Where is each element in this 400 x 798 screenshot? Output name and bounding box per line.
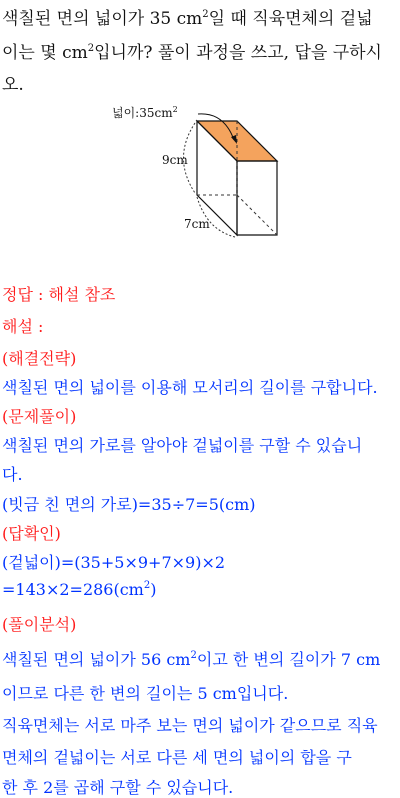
strategy-text: 색칠된 면의 넓이를 이용해 모서리의 길이를 구합니다. xyxy=(2,378,378,397)
analysis-text xyxy=(2,647,380,670)
solve-label: (문제풀이) xyxy=(2,407,77,426)
solve-text: 색칠된 면의 가로를 알아야 겉넓이를 구할 수 있습니 xyxy=(2,436,363,455)
answer-line: 정답 : 해설 참조 xyxy=(2,285,116,304)
analysis-text-part: 색칠된 면의 넓이가 56 cm xyxy=(2,650,191,669)
solve-text: 다. xyxy=(2,465,23,484)
explain-label: 해설 : xyxy=(2,317,44,336)
analysis-label: (풀이분석) xyxy=(2,615,77,634)
superscript: 2 xyxy=(202,9,209,20)
depth-label: 7cm xyxy=(184,217,210,231)
superscript: 2 xyxy=(87,43,95,54)
check-equation: (겉넓이)=(35+5×9+7×9)×2 xyxy=(2,553,226,572)
area-label: 넓이$:35cm^2$ xyxy=(112,105,178,120)
question-line-1 xyxy=(2,4,373,29)
analysis-text: 이므로 다른 한 변의 길이는 5 cm입니다. xyxy=(2,684,289,703)
analysis-text: 직육면체는 서로 마주 보는 면의 넓이가 같으므로 직육 xyxy=(2,716,378,735)
check-equation xyxy=(2,580,156,599)
strategy-label: (해결전략) xyxy=(2,349,77,368)
superscript: 2 xyxy=(190,650,197,661)
question-text: 색칠된 면의 넓이가 35 cm xyxy=(2,9,203,29)
superscript: 2 xyxy=(143,580,151,591)
analysis-text: 면체의 겉넓이는 서로 다른 세 면의 넓이의 합을 구 xyxy=(2,748,352,767)
question-text: 이는 몇 cm xyxy=(2,43,88,63)
question-text: 입니까? 풀이 과정을 쓰고, 답을 구하시 xyxy=(94,43,382,63)
equation-text: =143×2=286(cm xyxy=(2,580,144,599)
analysis-text: 한 후 2를 곱해 구할 수 있습니다. xyxy=(2,778,234,797)
question-line-3 xyxy=(2,70,24,95)
front-face xyxy=(237,161,277,235)
analysis-text-part: 이고 한 변의 길이가 7 cm xyxy=(196,650,381,669)
question-text: 오. xyxy=(2,75,24,95)
height-label: 9cm xyxy=(162,153,188,167)
prism-diagram xyxy=(112,100,292,240)
solve-equation: (빗금 친 면의 가로)=35÷7=5(cm) xyxy=(2,495,256,514)
prism-figure xyxy=(112,100,292,240)
question-line-2 xyxy=(2,38,382,63)
equation-text: ) xyxy=(150,580,157,599)
question-text: 일 때 직육면체의 겉넓 xyxy=(208,9,373,29)
check-label: (답확인) xyxy=(2,524,61,543)
